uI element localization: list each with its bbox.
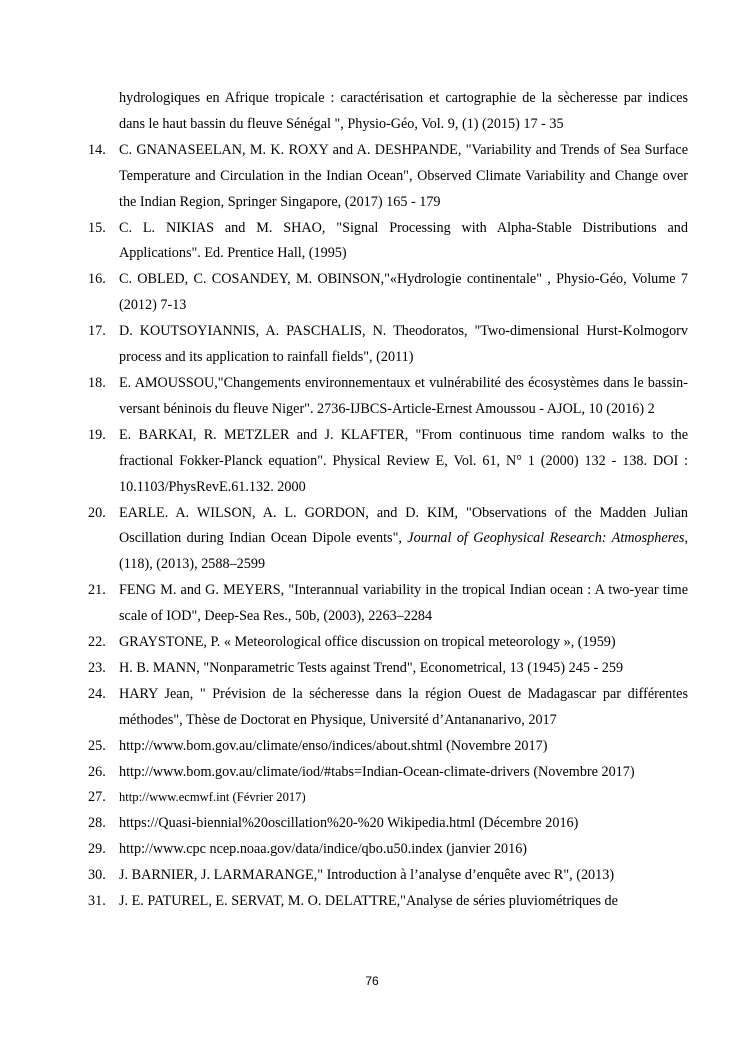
reference-text: http://www.ecmwf.int (Février 2017) [119,790,306,805]
reference-text: hydrologiques en Afrique tropicale : caractérisation et cartographie de la sècheresse par indices dans le haut bassin du fleuve Sénégal ", Physio-Géo, Vol. 9, (1) (2015) 17 - 35 [119,90,688,132]
reference-item [88,86,688,138]
reference-number: 17. [88,323,106,340]
reference-item [88,734,688,760]
reference-item [88,319,688,371]
reference-number: 30. [88,867,106,884]
reference-item [88,785,688,811]
reference-number: 24. [88,685,106,702]
reference-text: E. BARKAI, R. METZLER and J. KLAFTER, "From continuous time random walks to the fractional Fokker-Planck equation". Physical Review E, Vol. 61, N° 1 (2000) 132 - 138. DOI : 10.1103/PhysRevE.61.132. 2000 [119,426,688,495]
reference-item [88,423,688,501]
reference-item [88,837,688,863]
reference-text: H. B. MANN, "Nonparametric Tests against Trend", Econometrical, 13 (1945) 245 - 259 [119,659,624,676]
reference-text: FENG M. and G. MEYERS, "Interannual variability in the tropical Indian ocean : A two-year time scale of IOD", Deep-Sea Res., 50b, (2003), 2263–2284 [119,582,688,625]
reference-text: http://www.bom.gov.au/climate/iod/#tabs=Indian-Ocean-climate-drivers (Novembre 2017) [119,763,635,780]
reference-number: 29. [88,841,106,858]
reference-item [88,760,688,786]
reference-number: 16. [88,271,106,288]
reference-list [88,86,688,915]
reference-number: 23. [88,659,106,676]
reference-journal-title: Journal of Geophysical Research: Atmospheres [407,530,685,547]
reference-number: 21. [88,582,106,599]
reference-number: 22. [88,634,106,651]
reference-item [88,216,688,268]
reference-number: 31. [88,893,106,910]
reference-text: https://Quasi-biennial%20oscillation%20-%20 Wikipedia.html (Décembre 2016) [119,815,579,832]
reference-item [88,863,688,889]
reference-text: GRAYSTONE, P. « Meteorological office discussion on tropical meteorology », (1959) [119,634,616,651]
reference-text: J. E. PATUREL, E. SERVAT, M. O. DELATTRE,"Analyse de séries pluviométriques de [119,893,618,910]
reference-number: 18. [88,374,106,391]
reference-number: 27. [88,789,106,806]
reference-text: C. GNANASEELAN, M. K. ROXY and A. DESHPANDE, "Variability and Trends of Sea Surface Temperature and Circulation in the Indian Ocean", Observed Climate Variability and Change over the Indian Region, Springer Singapore, (2017) 165 - 179 [119,141,688,210]
reference-number: 15. [88,219,106,236]
reference-text: http://www.cpc ncep.noaa.gov/data/indice/qbo.u50.index (janvier 2016) [119,841,528,858]
reference-item [88,811,688,837]
reference-item [88,371,688,423]
reference-number: 28. [88,815,106,832]
reference-item [88,138,688,216]
reference-text: C. L. NIKIAS and M. SHAO, "Signal Processing with Alpha-Stable Distributions and Applications". Ed. Prentice Hall, (1995) [119,219,688,262]
reference-item [88,889,688,915]
reference-text: E. AMOUSSOU,"Changements environnementaux et vulnérabilité des écosystèmes dans le bassin-versant béninois du fleuve Niger". 2736-IJBCS-Article-Ernest Amoussou - AJOL, 10 (2016) 2 [119,374,688,417]
reference-text: D. KOUTSOYIANNIS, A. PASCHALIS, N. Theodoratos, "Two-dimensional Hurst-Kolmogorv process and its application to rainfall fields", (2011) [119,323,688,366]
reference-text: EARLE. A. WILSON, A. L. GORDON, and D. KIM, "Observations of the Madden Julian Oscillation during Indian Ocean Dipole events", [119,504,688,547]
reference-item [88,656,688,682]
page-number: 76 [365,974,379,988]
reference-item [88,578,688,630]
reference-number: 19. [88,426,106,443]
reference-number: 26. [88,763,106,780]
reference-item [88,267,688,319]
reference-item [88,630,688,656]
reference-item [88,682,688,734]
reference-text: J. BARNIER, J. LARMARANGE," Introduction à l’analyse d’enquête avec R", (2013) [119,867,615,884]
reference-number: 25. [88,737,106,754]
reference-item [88,501,688,579]
reference-text: HARY Jean, " Prévision de la sécheresse dans la région Ouest de Madagascar par différentes méthodes", Thèse de Doctorat en Physique, Université d’Antananarivo, 2017 [119,685,688,728]
reference-number: 20. [88,504,106,521]
reference-number: 14. [88,141,106,158]
reference-text: http://www.bom.gov.au/climate/enso/indices/about.shtml (Novembre 2017) [119,737,548,754]
reference-text: C. OBLED, C. COSANDEY, M. OBINSON,"«Hydrologie continentale" , Physio-Géo, Volume 7 (2012) 7-13 [119,271,688,314]
reference-text: , (118), (2013), 2588–2599 [119,530,688,573]
